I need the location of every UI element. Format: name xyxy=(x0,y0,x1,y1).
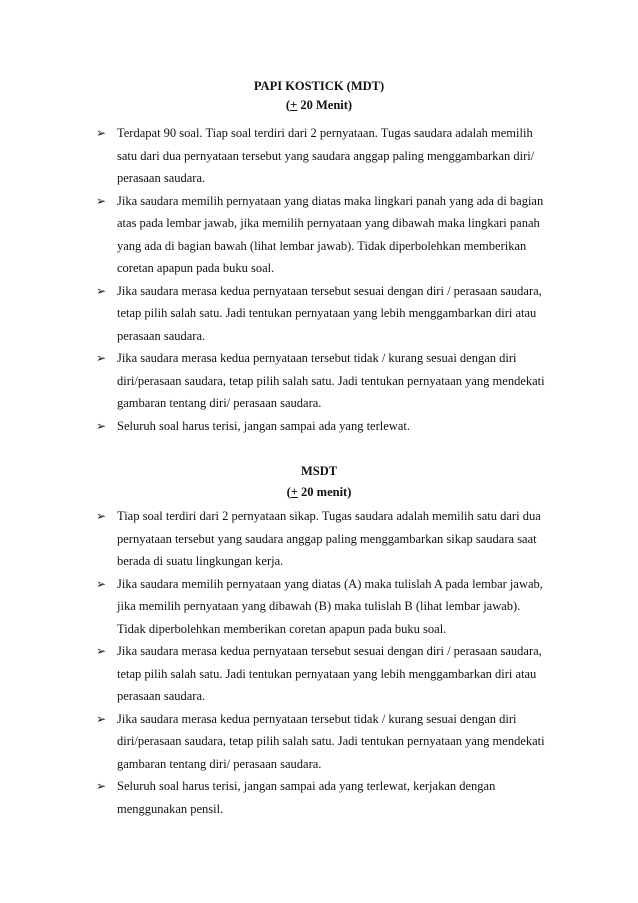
arrow-bullet-icon: ➢ xyxy=(96,779,107,793)
section2-title: MSDT xyxy=(300,464,338,478)
list-item xyxy=(96,640,546,708)
list-item xyxy=(96,415,546,438)
list-item xyxy=(96,505,546,573)
section2-duration-open: ( xyxy=(286,485,291,499)
list-item-text: Jika saudara memilih pernyataan yang diatas maka lingkari panah yang ada di bagian atas pada lembar jawab, jika memilih pernyataan yang dibawah maka lingkari panah yang ada di bagian bawah (lihat lembar jawab). Tidak diperbolehkan memberikan coretan apapun pada buku soal. xyxy=(117,193,544,275)
section2-duration-value: 20 menit) xyxy=(297,485,352,499)
section2-duration xyxy=(0,484,638,500)
arrow-bullet-icon: ➢ xyxy=(96,418,107,433)
section1-duration xyxy=(0,97,638,113)
section1-duration-plusminus: + xyxy=(290,98,298,112)
arrow-bullet-icon: ➢ xyxy=(96,283,107,298)
arrow-bullet-icon: ➢ xyxy=(96,576,107,591)
list-item-text: Jika saudara merasa kedua pernyataan tersebut sesuai dengan diri / perasaan saudara, tetap pilih salah satu. Jadi tentukan pernyataan yang lebih menggambarkan diri atau perasaan saudara. xyxy=(117,283,542,343)
arrow-bullet-icon: ➢ xyxy=(96,126,107,140)
arrow-bullet-icon: ➢ xyxy=(96,644,107,658)
section1-duration-open: ( xyxy=(285,98,291,112)
list-item xyxy=(96,190,546,280)
section2-duration-plusminus: + xyxy=(290,485,298,499)
list-item xyxy=(96,280,546,348)
list-item-text: Jika saudara merasa kedua pernyataan tersebut sesuai dengan diri / perasaan saudara, tetap pilih salah satu. Jadi tentukan pernyataan yang lebih menggambarkan diri atau perasaan saudara. xyxy=(117,644,542,703)
list-item xyxy=(96,573,546,641)
list-item xyxy=(96,122,546,190)
list-item-text: Terdapat 90 soal. Tiap soal terdiri dari 2 pernyataan. Tugas saudara adalah memilih satu dari dua pernyataan tersebut yang saudara anggap paling menggambarkan diri/ perasaan saudara. xyxy=(117,126,535,185)
arrow-bullet-icon: ➢ xyxy=(96,193,107,208)
arrow-bullet-icon: ➢ xyxy=(96,711,107,726)
section1-title: PAPI KOSTICK (MDT) xyxy=(253,79,385,93)
section1-instruction-list xyxy=(96,122,546,437)
list-item-text: Tiap soal terdiri dari 2 pernyataan sikap. Tugas saudara adalah memilih satu dari dua pernyataan tersebut yang saudara anggap paling menggambarkan sikap saudara saat berada di suatu lingkungan kerja. xyxy=(117,509,541,568)
list-item-text: Seluruh soal harus terisi, jangan sampai ada yang terlewat, kerjakan dengan menggunakan pensil. xyxy=(117,779,496,816)
list-item xyxy=(96,775,546,820)
section2-instruction-list xyxy=(96,505,546,820)
section1-duration-value: 20 Menit) xyxy=(297,98,353,112)
list-item xyxy=(96,708,546,776)
list-item-text: Jika saudara memilih pernyataan yang diatas (A) maka tulislah A pada lembar jawab, jika memilih pernyataan yang dibawah (B) maka tulislah B (lihat lembar jawab). Tidak diperbolehkan memberikan coretan apapun pada buku soal. xyxy=(117,576,543,636)
arrow-bullet-icon: ➢ xyxy=(96,351,107,365)
list-item-text: Seluruh soal harus terisi, jangan sampai ada yang terlewat. xyxy=(117,418,410,433)
list-item-text: Jika saudara merasa kedua pernyataan tersebut tidak / kurang sesuai dengan diri diri/perasaan saudara, tetap pilih salah satu. Jadi tentukan pernyataan yang mendekati gambaran tentang diri/ perasaan saudara. xyxy=(117,711,545,771)
list-item-text: Jika saudara merasa kedua pernyataan tersebut tidak / kurang sesuai dengan diri diri/perasaan saudara, tetap pilih salah satu. Jadi tentukan pernyataan yang mendekati gambaran tentang diri/ perasaan saudara. xyxy=(117,351,545,410)
list-item xyxy=(96,347,546,415)
arrow-bullet-icon: ➢ xyxy=(96,509,107,523)
